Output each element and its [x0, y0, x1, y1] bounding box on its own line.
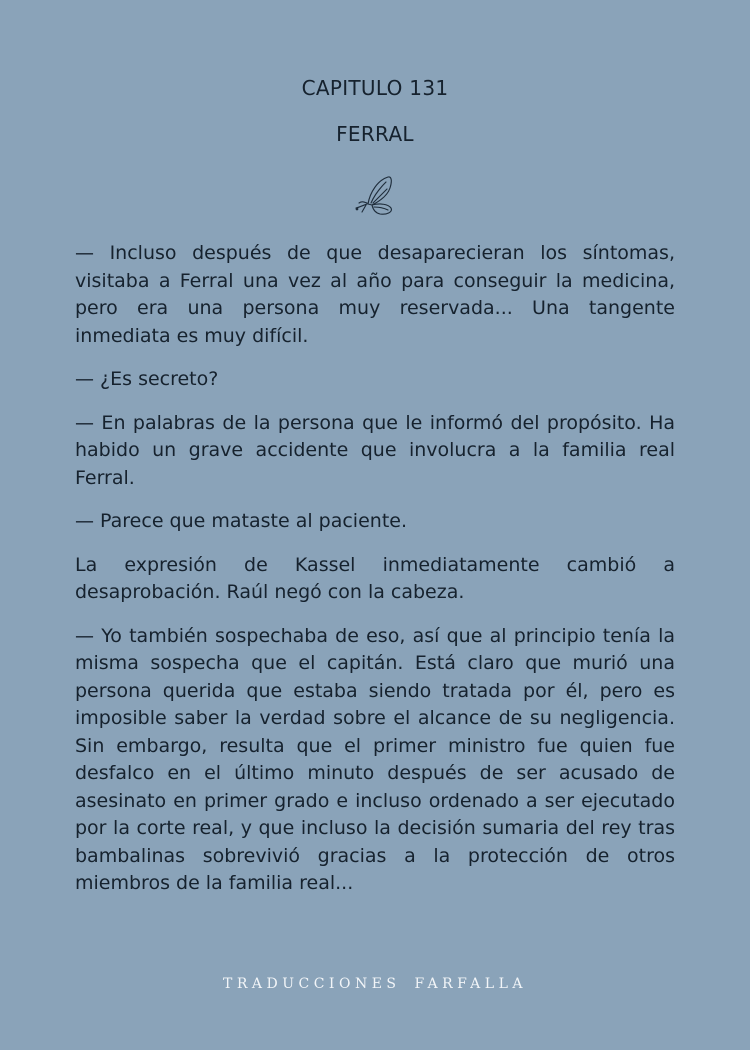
butterfly-icon [350, 174, 396, 216]
chapter-subtitle: FERRAL [336, 122, 414, 146]
footer-word: FARFALLA [414, 976, 527, 992]
body-text [75, 240, 675, 914]
paragraph: — Incluso después de que desaparecieran los síntomas, visitaba a Ferral una vez al año para conseguir la medicina, pero era una persona muy reservada... Una tangente inmediata es muy difícil. [75, 242, 675, 347]
paragraph: — ¿Es secreto? [75, 368, 219, 390]
paragraph: — Yo también sospechaba de eso, así que al principio tenía la misma sospecha que el capitán. Está claro que murió una persona querida que estaba siendo tratada por él, pero es imposible saber la verdad sobre el alcance de su negligencia. Sin embargo, resulta que el primer ministro fue quien fue desfalco en el último minuto después de ser acusado de asesinato en primer grado e incluso ordenado a ser ejecutado por la corte real, y que incluso la decisión sumaria del rey tras bambalinas sobrevivió gracias a la protección de otros miembros de la familia real... [75, 624, 675, 894]
footer-credit [0, 976, 750, 992]
paragraph: La expresión de Kassel inmediatamente cambió a desaprobación. Raúl negó con la cabeza. [75, 553, 675, 603]
chapter-title: CAPITULO 131 [301, 76, 449, 100]
paragraph: — En palabras de la persona que le informó del propósito. Ha habido un grave accidente que involucra a la familia real Ferral. [75, 411, 675, 489]
paragraph: — Parece que mataste al paciente. [75, 510, 407, 532]
footer-word: TRADUCCIONES [223, 976, 401, 992]
